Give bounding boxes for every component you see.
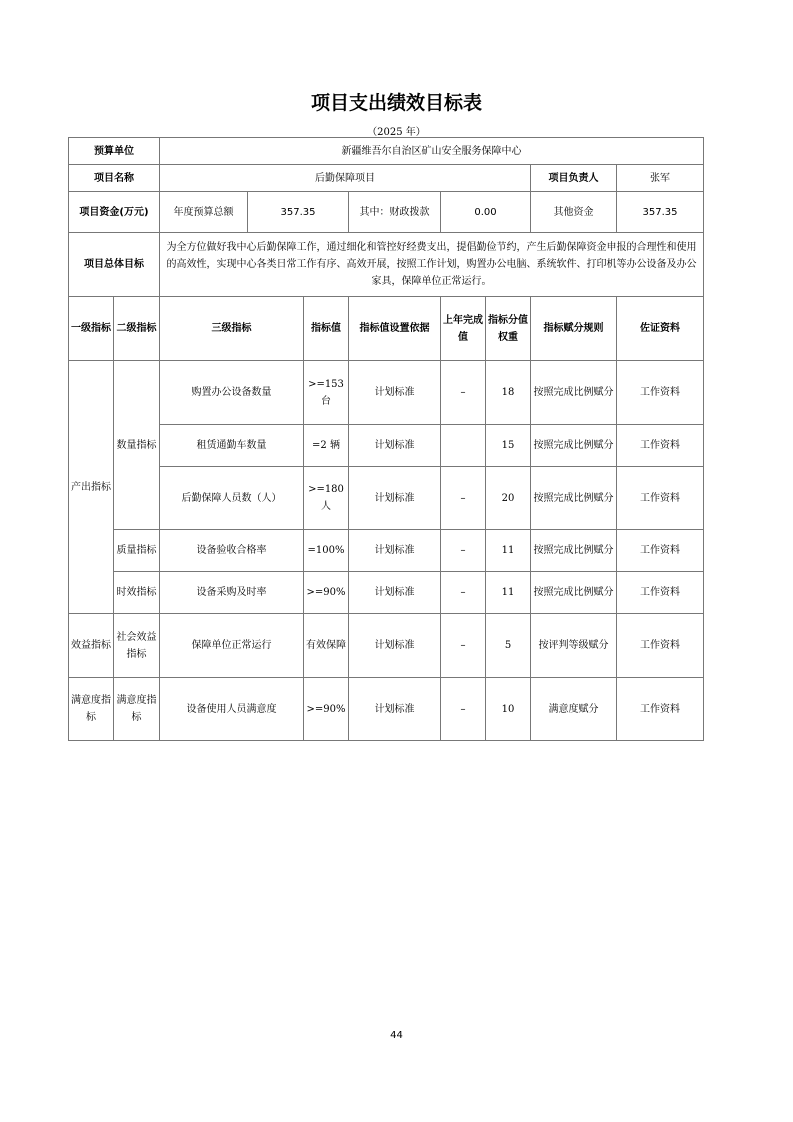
indicator-last-year: –: [441, 572, 486, 614]
project-funds-row: [69, 192, 704, 233]
project-leader-value: 张军: [617, 165, 704, 192]
header-level3: 三级指标: [160, 297, 304, 361]
group-satisfaction-sub: 满意度指标: [114, 678, 160, 741]
overall-goal-label: 项目总体目标: [69, 233, 160, 297]
indicator-last-year: –: [441, 530, 486, 572]
annual-budget-value: 357.35: [248, 192, 349, 233]
indicator-name: 租赁通勤车数量: [160, 425, 304, 467]
performance-goal-table: [68, 137, 704, 741]
table-row: [69, 678, 704, 741]
indicator-last-year: [441, 425, 486, 467]
other-funds-value: 357.35: [617, 192, 704, 233]
indicator-weight: 18: [486, 361, 531, 425]
indicator-rule: 满意度赋分: [531, 678, 617, 741]
indicator-evidence: 工作资料: [617, 467, 704, 530]
budget-unit-value: 新疆维吾尔自治区矿山安全服务保障中心: [160, 138, 704, 165]
indicator-last-year: –: [441, 678, 486, 741]
indicator-value: >=90%: [304, 572, 349, 614]
budget-year: （2025 年）: [367, 127, 426, 138]
group-social: 社会效益指标: [114, 614, 160, 678]
indicator-weight: 20: [486, 467, 531, 530]
indicator-value: >=90%: [304, 678, 349, 741]
indicator-rule: 按照完成比例赋分: [531, 467, 617, 530]
indicator-value: =2 辆: [304, 425, 349, 467]
indicator-last-year: –: [441, 467, 486, 530]
indicator-basis: 计划标准: [349, 678, 441, 741]
group-timeliness: 时效指标: [114, 572, 160, 614]
table-row: [69, 425, 704, 467]
indicator-rule: 按照完成比例赋分: [531, 572, 617, 614]
header-value: 指标值: [304, 297, 349, 361]
header-evidence: 佐证资料: [617, 297, 704, 361]
indicator-header-row: [69, 297, 704, 361]
table-row: [69, 614, 704, 678]
group-output: 产出指标: [69, 361, 114, 614]
funds-label: 项目资金(万元): [69, 192, 160, 233]
indicator-last-year: –: [441, 614, 486, 678]
fiscal-value: 0.00: [441, 192, 531, 233]
indicator-rule: 按照完成比例赋分: [531, 425, 617, 467]
table-row: [69, 361, 704, 425]
indicator-weight: 11: [486, 530, 531, 572]
indicator-value: =100%: [304, 530, 349, 572]
indicator-basis: 计划标准: [349, 425, 441, 467]
indicator-value: 有效保障: [304, 614, 349, 678]
header-rule: 指标赋分规则: [531, 297, 617, 361]
indicator-evidence: 工作资料: [617, 425, 704, 467]
group-quantity: 数量指标: [114, 361, 160, 530]
project-leader-label: 项目负责人: [531, 165, 617, 192]
group-benefit: 效益指标: [69, 614, 114, 678]
header-basis: 指标值设置依据: [349, 297, 441, 361]
budget-unit-label: 预算单位: [69, 138, 160, 165]
indicator-rule: 按照完成比例赋分: [531, 361, 617, 425]
table-row: [69, 572, 704, 614]
header-level1: 一级指标: [69, 297, 114, 361]
indicator-basis: 计划标准: [349, 614, 441, 678]
indicator-basis: 计划标准: [349, 361, 441, 425]
indicator-weight: 11: [486, 572, 531, 614]
indicator-evidence: 工作资料: [617, 614, 704, 678]
project-name-label: 项目名称: [69, 165, 160, 192]
indicator-basis: 计划标准: [349, 530, 441, 572]
indicator-rule: 按照完成比例赋分: [531, 530, 617, 572]
indicator-name: 购置办公设备数量: [160, 361, 304, 425]
other-funds-label: 其他资金: [531, 192, 617, 233]
indicator-name: 设备采购及时率: [160, 572, 304, 614]
overall-goal-row: [69, 233, 704, 297]
indicator-value: >=180人: [304, 467, 349, 530]
page-title: 项目支出绩效目标表: [310, 92, 482, 114]
indicator-value: >=153台: [304, 361, 349, 425]
indicator-weight: 15: [486, 425, 531, 467]
indicator-basis: 计划标准: [349, 467, 441, 530]
overall-goal-text: 为全方位做好我中心后勤保障工作，通过细化和管控好经费支出，提倡勤俭节约，产生后勤保障资金申报的合理性和使用的高效性，实现中心各类日常工作有序、高效开展，按照工作计划，购置办公电脑、系统软件、打印机等办公设备及办公家具，保障单位正常运行。: [160, 233, 704, 297]
indicator-weight: 5: [486, 614, 531, 678]
indicator-evidence: 工作资料: [617, 572, 704, 614]
indicator-name: 设备验收合格率: [160, 530, 304, 572]
indicator-evidence: 工作资料: [617, 678, 704, 741]
indicator-name: 保障单位正常运行: [160, 614, 304, 678]
group-quality: 质量指标: [114, 530, 160, 572]
header-last-year: 上年完成值: [441, 297, 486, 361]
table-row: [69, 467, 704, 530]
project-name-row: [69, 165, 704, 192]
indicator-evidence: 工作资料: [617, 361, 704, 425]
indicator-last-year: –: [441, 361, 486, 425]
fiscal-label: 其中：财政拨款: [349, 192, 441, 233]
header-level2: 二级指标: [114, 297, 160, 361]
header-weight: 指标分值权重: [486, 297, 531, 361]
indicator-rule: 按评判等级赋分: [531, 614, 617, 678]
budget-unit-row: [69, 138, 704, 165]
indicator-evidence: 工作资料: [617, 530, 704, 572]
indicator-name: 设备使用人员满意度: [160, 678, 304, 741]
indicator-basis: 计划标准: [349, 572, 441, 614]
table-row: [69, 530, 704, 572]
group-satisfaction: 满意度指标: [69, 678, 114, 741]
annual-budget-label: 年度预算总额: [160, 192, 248, 233]
indicator-name: 后勤保障人员数（人）: [160, 467, 304, 530]
indicator-weight: 10: [486, 678, 531, 741]
project-name-value: 后勤保障项目: [160, 165, 531, 192]
page-number: 44: [390, 1030, 403, 1041]
